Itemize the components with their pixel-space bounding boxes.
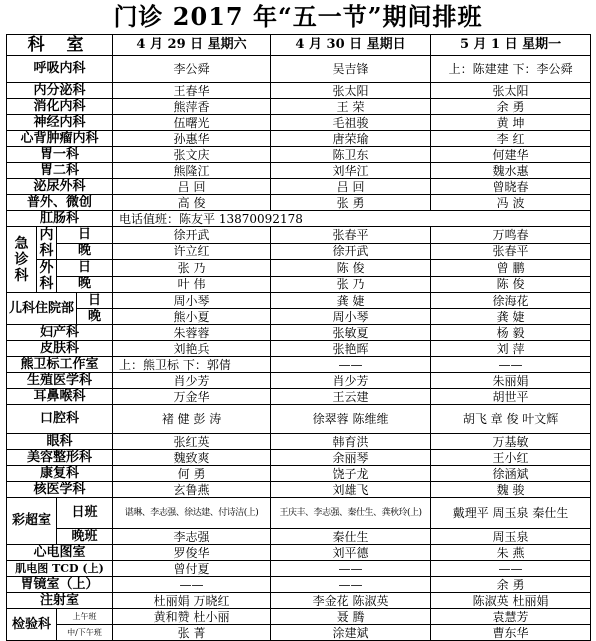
cell: 叶 伟	[113, 276, 271, 293]
cell: 罗俊华	[113, 545, 271, 561]
dept-name: 生殖医学科	[7, 373, 113, 389]
cell: 胡飞 章 俊 叶文辉	[431, 405, 591, 434]
cell: ——	[271, 357, 431, 373]
dept-name: 急诊科	[7, 227, 37, 293]
cell: 黄 坤	[431, 115, 591, 131]
cell: ——	[431, 561, 591, 577]
shift-label: 日	[57, 227, 113, 244]
cell: 王庆丰、李志强、秦仕生、龚秋玲(上)	[271, 498, 431, 529]
shift-label: 日	[77, 293, 113, 309]
cell: 张春平	[431, 243, 591, 260]
cell: 魏致爽	[113, 450, 271, 466]
shift-label: 晚	[77, 309, 113, 325]
shift-label: 晚	[57, 276, 113, 293]
table-row	[7, 195, 591, 211]
dept-name: 心背肿瘤内科	[7, 131, 113, 147]
cell: 冯 波	[431, 195, 591, 211]
table-row	[7, 131, 591, 147]
cell: 张红英	[113, 434, 271, 450]
cell: 谌琳、李志强、徐达建、付诗洁(上)	[113, 498, 271, 529]
table-row	[7, 625, 591, 641]
dept-name: 胃二科	[7, 163, 113, 179]
shift-label: 晚班	[57, 529, 113, 545]
dept-name: 肛肠科	[7, 211, 113, 227]
table-row	[7, 293, 591, 309]
dept-name: 神经内科	[7, 115, 113, 131]
cell: 万基敏	[431, 434, 591, 450]
cell: 魏 骏	[431, 482, 591, 498]
shift-label: 日	[57, 260, 113, 277]
cell: 陈卫东	[271, 147, 431, 163]
cell: 毛祖骏	[271, 115, 431, 131]
cell: 胡世平	[431, 389, 591, 405]
cell: 魏水惠	[431, 163, 591, 179]
cell: 李志强	[113, 529, 271, 545]
cell: 戴理平 周玉泉 秦仕生	[431, 498, 591, 529]
cell: 何建华	[431, 147, 591, 163]
cell: 徐涵斌	[431, 466, 591, 482]
cell: 朱蓉蓉	[113, 325, 271, 341]
cell: 陈淑英 杜丽娟	[431, 593, 591, 609]
cell: 曾晓春	[431, 179, 591, 195]
cell: 张敏夏	[271, 325, 431, 341]
shift-label: 上午班	[57, 609, 113, 625]
table-row	[7, 227, 591, 244]
table-row	[7, 561, 591, 577]
cell: 涂建斌	[271, 625, 431, 641]
dept-name: 妇产科	[7, 325, 113, 341]
cell: 张 勇	[271, 195, 431, 211]
dept-name: 消化内科	[7, 99, 113, 115]
cell: 张文庆	[113, 147, 271, 163]
table-row	[7, 577, 591, 593]
cell: 余 勇	[431, 577, 591, 593]
cell: 朱丽娟	[431, 373, 591, 389]
cell: 杜丽娟 万晓红	[113, 593, 271, 609]
dept-name: 呼吸内科	[7, 56, 113, 83]
cell: 刘 萍	[431, 341, 591, 357]
table-row	[7, 56, 591, 83]
cell: 孙惠华	[113, 131, 271, 147]
cell: 肖少芳	[113, 373, 271, 389]
cell: 张 乃	[113, 260, 271, 277]
cell: 曾付夏	[113, 561, 271, 577]
table-row	[7, 309, 591, 325]
table-row	[7, 545, 591, 561]
header-date-2: 4 月 30 日 星期日	[271, 35, 431, 56]
dept-name: 熊卫标工作室	[7, 357, 113, 373]
cell: 吕 回	[271, 179, 431, 195]
table-row	[7, 405, 591, 434]
dept-name: 眼科	[7, 434, 113, 450]
table-row	[7, 373, 591, 389]
cell: 王 荣	[271, 99, 431, 115]
table-row	[7, 529, 591, 545]
cell: ——	[271, 561, 431, 577]
header-row	[7, 35, 591, 56]
cell: ——	[271, 577, 431, 593]
header-date-3: 5 月 1 日 星期一	[431, 35, 591, 56]
dept-name: 核医学科	[7, 482, 113, 498]
cell: 聂 腾	[271, 609, 431, 625]
cell: 龚 婕	[271, 293, 431, 309]
dept-name: 普外、微创	[7, 195, 113, 211]
cell: 曹东华	[431, 625, 591, 641]
cell: 杨 毅	[431, 325, 591, 341]
cell: 徐开武	[271, 243, 431, 260]
cell: 熊隆江	[113, 163, 271, 179]
dept-name: 胃一科	[7, 147, 113, 163]
table-row	[7, 498, 591, 529]
cell: 刘华江	[271, 163, 431, 179]
cell: 熊小夏	[113, 309, 271, 325]
cell: 上：熊卫标 下：郭倩	[113, 357, 271, 373]
cell: 陈 俊	[271, 260, 431, 277]
dept-name: 泌尿外科	[7, 179, 113, 195]
cell: 伍曙光	[113, 115, 271, 131]
table-row	[7, 609, 591, 625]
table-row	[7, 99, 591, 115]
page-title: 门诊 2017 年“五一节”期间排班	[113, 2, 483, 31]
cell: 吴吉锋	[271, 56, 431, 83]
sub-dept: 内科	[37, 227, 57, 260]
table-row	[7, 357, 591, 373]
table-row	[7, 276, 591, 293]
cell: 褚 健 彭 涛	[113, 405, 271, 434]
cell: 李公舜	[113, 56, 271, 83]
dept-name: 康复科	[7, 466, 113, 482]
cell: 许立红	[113, 243, 271, 260]
table-row	[7, 593, 591, 609]
cell: 高 俊	[113, 195, 271, 211]
cell: 龚 婕	[431, 309, 591, 325]
table-row	[7, 83, 591, 99]
dept-name: 儿科住院部	[7, 293, 77, 325]
table-row	[7, 450, 591, 466]
header-date-1: 4 月 29 日 星期六	[113, 35, 271, 56]
cell: 徐海花	[431, 293, 591, 309]
cell: ——	[113, 577, 271, 593]
cell: 周小琴	[271, 309, 431, 325]
table-row	[7, 434, 591, 450]
cell: 徐开武	[113, 227, 271, 244]
cell: 陈 俊	[431, 276, 591, 293]
dept-name: 皮肤科	[7, 341, 113, 357]
cell: 刘艳兵	[113, 341, 271, 357]
cell: 何 勇	[113, 466, 271, 482]
cell: 唐荣瑜	[271, 131, 431, 147]
table-row	[7, 466, 591, 482]
header-dept: 科 室	[7, 35, 113, 56]
dept-name: 肌电图 TCD (上)	[7, 561, 113, 577]
cell: 余 勇	[431, 99, 591, 115]
cell: 王春华	[113, 83, 271, 99]
table-row	[7, 179, 591, 195]
dept-name: 注射室	[7, 593, 113, 609]
cell: 刘雄飞	[271, 482, 431, 498]
cell: 韩育洪	[271, 434, 431, 450]
cell: 余丽琴	[271, 450, 431, 466]
cell: 王小红	[431, 450, 591, 466]
cell: 熊萍香	[113, 99, 271, 115]
table-row	[7, 341, 591, 357]
shift-label: 中/下午班	[57, 625, 113, 641]
cell: 徐翠蓉 陈维维	[271, 405, 431, 434]
cell: 万鸣春	[431, 227, 591, 244]
cell: 曾 鹏	[431, 260, 591, 277]
dept-name: 耳鼻喉科	[7, 389, 113, 405]
cell: 玄鲁燕	[113, 482, 271, 498]
phone-duty-note: 电话值班：陈友平 13870092178	[113, 211, 591, 227]
table-row	[7, 211, 591, 227]
sub-dept: 外科	[37, 260, 57, 293]
cell: 王云建	[271, 389, 431, 405]
dept-name: 胃镜室（上）	[7, 577, 113, 593]
cell: 袁慧芳	[431, 609, 591, 625]
cell: ——	[431, 357, 591, 373]
cell: 张 菁	[113, 625, 271, 641]
cell: 秦仕生	[271, 529, 431, 545]
cell: 李金花 陈淑英	[271, 593, 431, 609]
cell: 周小琴	[113, 293, 271, 309]
cell: 张艳晖	[271, 341, 431, 357]
cell: 张太阳	[271, 83, 431, 99]
cell: 吕 回	[113, 179, 271, 195]
dept-name: 内分泌科	[7, 83, 113, 99]
dept-name: 美容整形科	[7, 450, 113, 466]
table-row	[7, 482, 591, 498]
cell: 周玉泉	[431, 529, 591, 545]
cell: 朱 燕	[431, 545, 591, 561]
shift-label: 晚	[57, 243, 113, 260]
cell: 刘平德	[271, 545, 431, 561]
table-row	[7, 389, 591, 405]
shift-label: 日班	[57, 498, 113, 529]
cell: 李 红	[431, 131, 591, 147]
cell: 饶子龙	[271, 466, 431, 482]
dept-name: 彩超室	[7, 498, 57, 545]
cell: 黄和赞 杜小丽	[113, 609, 271, 625]
dept-name: 检验科	[7, 609, 57, 641]
cell: 张春平	[271, 227, 431, 244]
cell: 上：陈建建 下：李公舜	[431, 56, 591, 83]
cell: 张太阳	[431, 83, 591, 99]
table-row	[7, 243, 591, 260]
table-row	[7, 163, 591, 179]
cell: 张 乃	[271, 276, 431, 293]
schedule-table	[6, 34, 591, 641]
dept-name: 口腔科	[7, 405, 113, 434]
cell: 万金华	[113, 389, 271, 405]
table-row	[7, 147, 591, 163]
table-row	[7, 260, 591, 277]
dept-name: 心电图室	[7, 545, 113, 561]
table-row	[7, 325, 591, 341]
cell: 肖少芳	[271, 373, 431, 389]
table-row	[7, 115, 591, 131]
